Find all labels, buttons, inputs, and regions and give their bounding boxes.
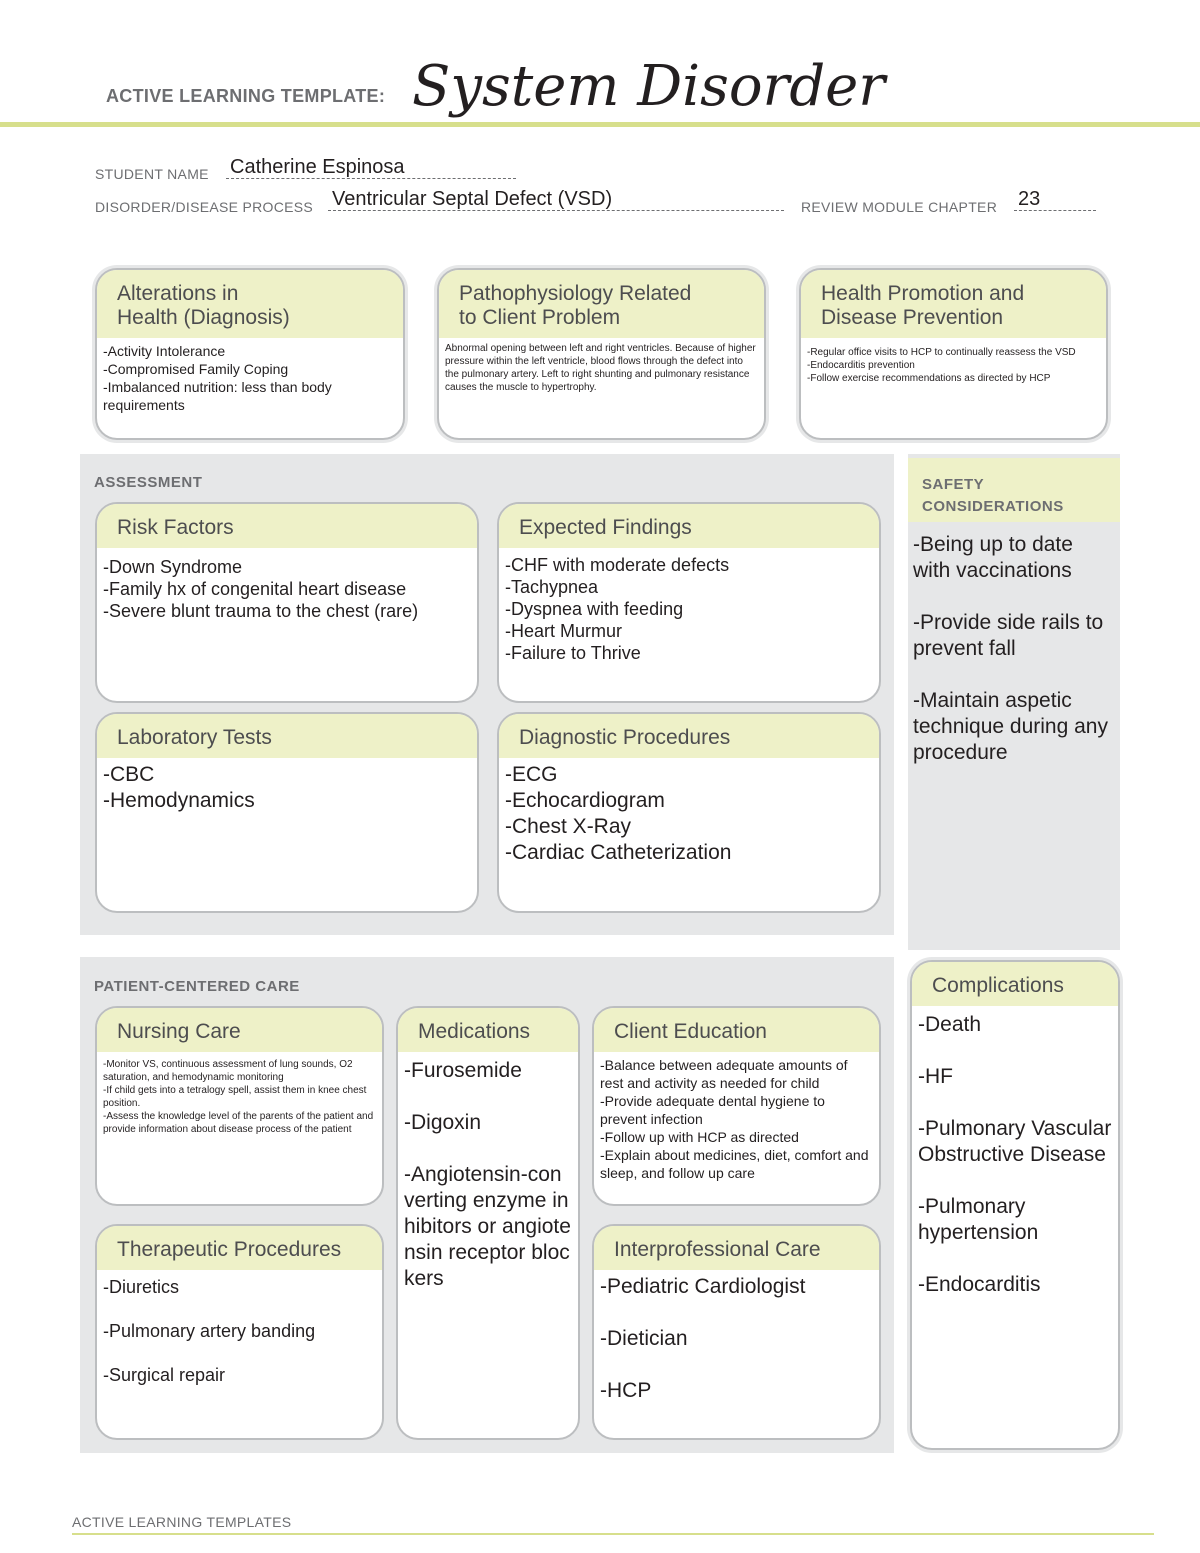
safety-list — [913, 532, 1113, 766]
client-education-list — [594, 1052, 879, 1186]
risk-factors-box — [95, 502, 479, 703]
safety-label-line2: CONSIDERATIONS — [922, 498, 1064, 515]
list-item: -Explain about medicines, diet, comfort and sleep, and follow up care — [600, 1147, 873, 1181]
student-name-label: STUDENT NAME — [95, 166, 209, 182]
laboratory-tests-box — [95, 712, 479, 913]
list-item: -HCP — [600, 1379, 652, 1402]
pathophysiology-text: Abnormal opening between left and right ventricles. Because of higher pressure within the left ventricle, blood flows through the defect into the pulmonary artery. Left to right shunting and pulmonary resistance causes the muscle to hypertrophy. — [445, 343, 756, 393]
list-item: -Compromised Family Coping — [103, 361, 289, 377]
list-item: -Maintain aspetic technique during any procedure — [913, 689, 1114, 764]
list-item: -Imbalanced nutrition: less than body requirements — [103, 379, 336, 413]
list-item: -Surgical repair — [103, 1365, 226, 1385]
list-item: -Pulmonary artery banding — [103, 1321, 316, 1341]
laboratory-tests-list — [97, 758, 477, 818]
list-item: -If child gets into a tetralogy spell, assist them in knee chest position. — [103, 1085, 370, 1109]
health-promotion-title — [801, 270, 1106, 338]
list-item: -Cardiac Catheterization — [505, 841, 732, 864]
chapter-field[interactable]: 23 — [1014, 188, 1096, 211]
list-item: -Family hx of congenital heart disease — [103, 579, 407, 599]
client-education-title: Client Education — [594, 1008, 879, 1052]
list-item: -Hemodynamics — [103, 789, 255, 812]
pathophysiology-box — [437, 268, 766, 440]
list-item: -Chest X-Ray — [505, 815, 632, 838]
list-item: -Down Syndrome — [103, 557, 243, 577]
list-item: -Angiotensin-converting enzyme inhibitors or angiotensin receptor blockers — [404, 1163, 571, 1290]
list-item: -Diuretics — [103, 1277, 180, 1297]
list-item: -Endocarditis prevention — [807, 360, 915, 371]
template-label: ACTIVE LEARNING TEMPLATE: — [106, 86, 386, 106]
alterations-box — [95, 268, 405, 440]
list-item: -Pulmonary Vascular Obstructive Disease — [918, 1117, 1118, 1166]
footer-rule — [72, 1533, 1154, 1535]
student-name-field[interactable]: Catherine Espinosa — [226, 156, 516, 179]
disorder-field[interactable]: Ventricular Septal Defect (VSD) — [328, 188, 784, 211]
list-item: -Echocardiogram — [505, 789, 665, 812]
medications-list — [398, 1052, 578, 1296]
pathophysiology-title — [439, 270, 764, 338]
nursing-care-box — [95, 1006, 384, 1206]
health-promotion-title-line2: Disease Prevention — [821, 306, 1004, 329]
alterations-title-line1: Alterations in — [117, 282, 239, 305]
health-promotion-box — [799, 268, 1108, 440]
assessment-label: ASSESSMENT — [94, 474, 203, 491]
alterations-title-line2: Health (Diagnosis) — [117, 306, 290, 329]
patient-care-label: PATIENT-CENTERED CARE — [94, 978, 300, 995]
expected-findings-list — [499, 548, 879, 668]
therapeutic-procedures-list — [97, 1270, 382, 1390]
disorder-label: DISORDER/DISEASE PROCESS — [95, 199, 314, 215]
complications-title: Complications — [912, 962, 1118, 1006]
alterations-list — [97, 338, 403, 418]
pathophysiology-title-line1: Pathophysiology Related — [459, 282, 692, 305]
list-item: -Monitor VS, continuous assessment of lung sounds, O2 saturation, and hemodynamic monitoring — [103, 1059, 356, 1083]
diagnostic-procedures-box — [497, 712, 881, 913]
nursing-care-title: Nursing Care — [97, 1008, 382, 1052]
therapeutic-procedures-box — [95, 1224, 384, 1440]
list-item: -Heart Murmur — [505, 621, 623, 641]
list-item: -Balance between adequate amounts of rest and activity as needed for child — [600, 1057, 852, 1091]
health-promotion-list — [801, 338, 1106, 389]
medications-box — [396, 1006, 580, 1440]
client-education-box — [592, 1006, 881, 1206]
list-item: -Tachypnea — [505, 577, 599, 597]
list-item: -Assess the knowledge level of the parents of the patient and provide information about disease process of the patient — [103, 1111, 376, 1135]
medications-title: Medications — [398, 1008, 578, 1052]
list-item: -ECG — [505, 763, 558, 786]
list-item: -Furosemide — [404, 1059, 522, 1082]
list-item: -Provide adequate dental hygiene to prevent infection — [600, 1093, 829, 1127]
health-promotion-title-line1: Health Promotion and — [821, 282, 1025, 305]
list-item: -Endocarditis — [918, 1273, 1041, 1296]
safety-label — [922, 474, 1064, 518]
interprofessional-care-title: Interprofessional Care — [594, 1226, 879, 1270]
laboratory-tests-title: Laboratory Tests — [97, 714, 477, 758]
safety-label-line1: SAFETY — [922, 476, 985, 493]
nursing-care-list — [97, 1052, 382, 1140]
footer-label: ACTIVE LEARNING TEMPLATES — [72, 1514, 292, 1530]
list-item: -Follow exercise recommendations as directed by HCP — [807, 373, 1051, 384]
alterations-title — [97, 270, 403, 338]
list-item: -Pediatric Cardiologist — [600, 1275, 806, 1298]
diagnostic-procedures-list — [499, 758, 879, 870]
header-rule — [0, 122, 1200, 127]
list-item: -Follow up with HCP as directed — [600, 1129, 799, 1145]
expected-findings-box — [497, 502, 881, 703]
list-item: -Dietician — [600, 1327, 688, 1350]
list-item: -Digoxin — [404, 1111, 482, 1134]
list-item: -Failure to Thrive — [505, 643, 641, 663]
list-item: -Pulmonary hypertension — [918, 1195, 1039, 1244]
list-item: -CHF with moderate defects — [505, 555, 730, 575]
list-item: -Provide side rails to prevent fall — [913, 611, 1110, 660]
list-item: -Severe blunt trauma to the chest (rare) — [103, 601, 419, 621]
list-item: -Regular office visits to HCP to continually reassess the VSD — [807, 347, 1076, 358]
diagnostic-procedures-title: Diagnostic Procedures — [499, 714, 879, 758]
risk-factors-list — [97, 548, 477, 626]
risk-factors-title: Risk Factors — [97, 504, 477, 548]
interprofessional-care-box — [592, 1224, 881, 1440]
list-item: -Being up to date with vaccinations — [913, 533, 1079, 582]
complications-box — [910, 960, 1120, 1450]
therapeutic-procedures-title: Therapeutic Procedures — [97, 1226, 382, 1270]
list-item: -Dyspnea with feeding — [505, 599, 684, 619]
page-title: System Disorder — [412, 54, 886, 119]
list-item: -CBC — [103, 763, 155, 786]
list-item: -Activity Intolerance — [103, 343, 226, 359]
expected-findings-title: Expected Findings — [499, 504, 879, 548]
chapter-label: REVIEW MODULE CHAPTER — [801, 199, 998, 215]
interprofessional-care-list — [594, 1270, 879, 1408]
pathophysiology-title-line2: to Client Problem — [459, 306, 621, 329]
list-item: -Death — [918, 1013, 982, 1036]
list-item: -HF — [918, 1065, 953, 1088]
complications-list — [912, 1006, 1118, 1302]
